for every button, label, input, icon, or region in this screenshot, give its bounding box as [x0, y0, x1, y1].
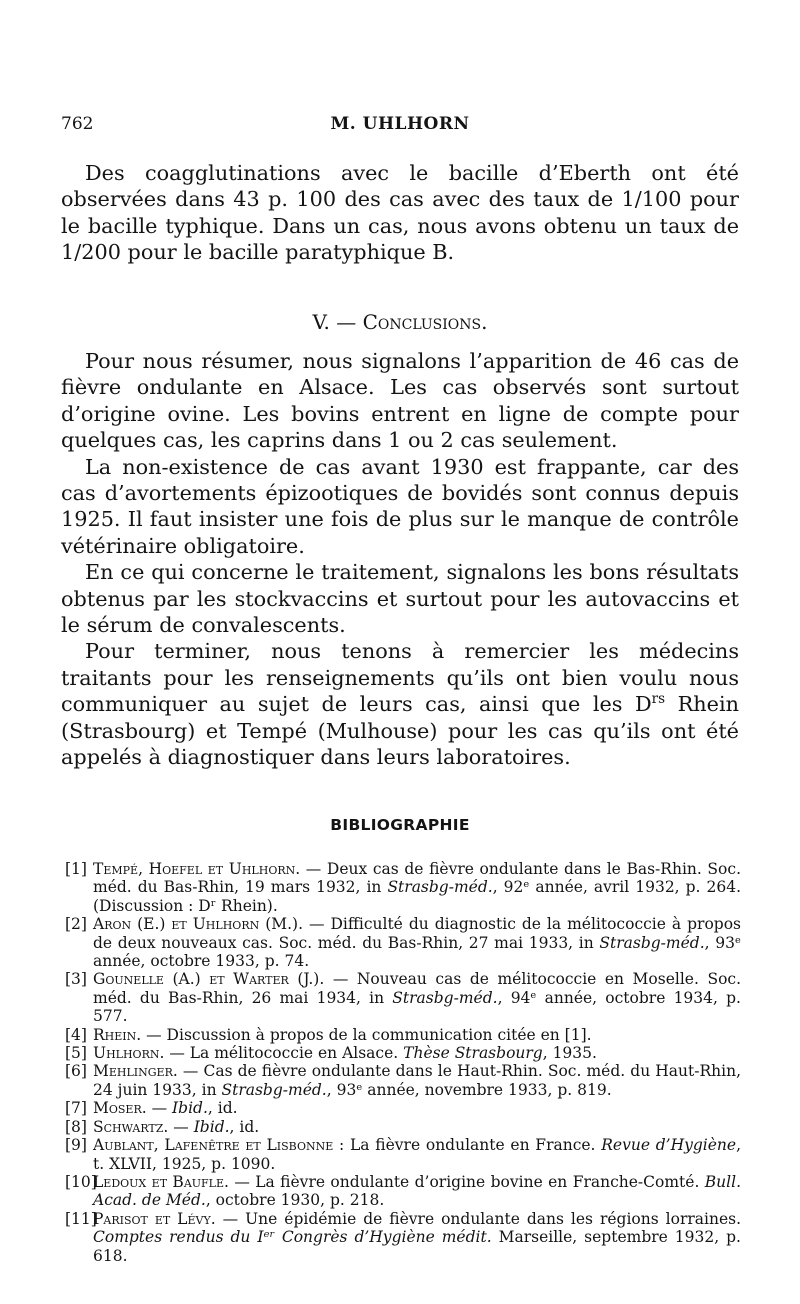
ref-authors: Uhlhorn. — [93, 1044, 165, 1063]
ref-rest: Marseille, septembre 1932, p. 618. — [93, 1228, 741, 1265]
ref-journal: Strasbg-méd. — [599, 933, 705, 952]
section-title: Conclusions. — [362, 310, 488, 334]
ref-authors: Ledoux et Baufle. — [93, 1172, 229, 1191]
ref-journal: Strasbg-méd. — [387, 878, 493, 897]
bibliography-heading: BIBLIOGRAPHIE — [330, 816, 470, 834]
reference-10 — [61, 1173, 741, 1210]
ref-text: — La fièvre ondulante d’origine bovine en Franche-Comté. — [228, 1172, 705, 1191]
ref-journal: Thèse Strasbourg — [403, 1044, 543, 1063]
reference-7 — [61, 1099, 741, 1117]
ref-rest: , id. — [229, 1117, 260, 1136]
ref-authors: Gounelle (A.) et Warter (J.). — [93, 970, 325, 989]
ref-journal: Strasbg-méd. — [392, 988, 498, 1007]
ref-text: — — [146, 1099, 173, 1118]
ref-text: — — [168, 1117, 194, 1136]
ref-rest: , 1935. — [542, 1044, 597, 1063]
ref-number: [8] — [65, 1117, 87, 1136]
ref-authors: Aublant, Lafenêtre et Lisbonne — [93, 1136, 334, 1155]
section-heading — [0, 310, 800, 334]
ref-rest: , octobre 1930, p. 218. — [205, 1191, 385, 1210]
ref-number: [5] — [65, 1044, 87, 1063]
ref-journal: Ibid. — [193, 1117, 230, 1136]
intro-paragraph: Des coagglutinations avec le bacille d’Eberth ont été observées dans 43 p. 100 des cas avec des taux de 1/100 pour le bacille typhique. Dans un cas, nous avons obtenu un taux de 1/200 pour le bacille paratyphique B. — [61, 161, 739, 265]
ref-journal: Strasbg-méd. — [221, 1080, 327, 1099]
ref-journal: Revue d’Hygiène — [601, 1136, 737, 1155]
ref-text: — Nouveau cas de mélitococcie en Moselle. Soc. méd. du Bas-Rhin, 26 mai 1934, in — [93, 970, 742, 1007]
conclusion-paragraph: Pour nous résumer, nous signalons l’apparition de 46 cas de fièvre ondulante en Alsace. Les cas observés sont surtout d’origine ovine. Les bovins entrent en ligne de compte pour quelques cas, les caprins dans 1 ou 2 cas seulement. — [61, 349, 739, 453]
ref-text: — Cas de fièvre ondulante dans le Haut-Rhin. Soc. méd. du Haut-Rhin, 24 juin 1933, in — [93, 1062, 741, 1099]
ref-text: — Discussion à propos de la communication citée en [1]. — [141, 1025, 592, 1044]
reference-1 — [61, 860, 741, 915]
ref-text: — Deux cas de fièvre ondulante dans le Bas-Rhin. Soc. méd. du Bas-Rhin, 19 mars 1932, in — [93, 860, 741, 897]
ref-text: — La mélitococcie en Alsace. — [164, 1044, 404, 1063]
ref-rest: , t. XLVII, 1925, p. 1090. — [93, 1136, 742, 1173]
ref-number: [1] — [65, 860, 87, 878]
ref-rest: , 94ᵉ année, octobre 1934, p. 577. — [93, 988, 741, 1026]
ref-authors: Schwartz. — [93, 1117, 169, 1136]
page-header — [61, 114, 739, 140]
page-number: 762 — [61, 114, 94, 134]
conclusion-paragraph: La non-existence de cas avant 1930 est frappante, car des cas d’avortements épizootiques de bovidés sont connus depuis 1925. Il faut insister une fois de plus sur le manque de contrôle vétérinaire obligatoire. — [61, 454, 739, 558]
ref-authors: Mehlinger. — [93, 1062, 178, 1081]
conclusions-block — [61, 348, 739, 771]
intro-block — [61, 160, 739, 266]
ref-journal: Comptes rendus du Iᵉʳ Congrès d’Hygiène médit. — [93, 1228, 492, 1247]
ref-number: [3] — [65, 970, 87, 989]
ref-number: [4] — [65, 1025, 87, 1044]
ref-authors: Aron (E.) et Uhlhorn (M.). — [93, 915, 304, 934]
reference-4 — [61, 1026, 741, 1044]
reference-2 — [61, 915, 741, 970]
ref-authors: Parisot et Lévy. — [93, 1209, 216, 1228]
reference-8 — [61, 1118, 741, 1136]
ref-number: [2] — [65, 915, 87, 934]
ref-authors: Rhein. — [93, 1025, 142, 1044]
ref-rest: , 93ᵉ année, octobre 1933, p. 74. — [93, 933, 741, 971]
ref-text: — Une épidémie de fièvre ondulante dans les régions lorraines. — [215, 1209, 742, 1228]
final-paragraph — [61, 638, 739, 770]
ref-number: [6] — [65, 1062, 87, 1081]
final-paragraph-text: Pour terminer, nous tenons à remercier les médecins traitants pour les renseignements qu’ils ont bien voulu nous communiquer au sujet de leurs cas, ainsi que les D — [61, 639, 739, 717]
bibliography-list — [61, 860, 741, 1265]
ref-text: : La fièvre ondulante en France. — [333, 1136, 602, 1155]
reference-11 — [61, 1210, 741, 1265]
reference-3 — [61, 970, 741, 1025]
ref-rest: , id. — [207, 1099, 238, 1118]
ref-rest: , 92ᵉ année, avril 1932, p. 264. (Discussion : Dʳ Rhein). — [93, 878, 741, 915]
ref-number: [9] — [65, 1136, 87, 1155]
running-title: M. UHLHORN — [330, 114, 470, 134]
conclusion-paragraph: En ce qui concerne le traitement, signalons les bons résultats obtenus par les stockvaccins et surtout pour les autovaccins et le sérum de convalescents. — [61, 560, 739, 638]
ref-text: — Difficulté du diagnostic de la mélitococcie à propos de deux nouveaux cas. Soc. méd. du Bas-Rhin, 27 mai 1933, in — [93, 915, 741, 952]
section-number: V. — — [312, 310, 357, 334]
ref-number: [11] — [65, 1209, 97, 1228]
ref-journal: Ibid. — [172, 1099, 208, 1118]
ref-authors: Tempé, Hoefel et Uhlhorn. — [93, 860, 301, 878]
ref-number: [10] — [65, 1172, 97, 1191]
ref-number: [7] — [65, 1099, 87, 1118]
reference-6 — [61, 1062, 741, 1099]
ref-journal: Bull. Acad. de Méd. — [93, 1172, 741, 1210]
doctors-abbrev: rs — [651, 691, 666, 708]
reference-9 — [61, 1136, 741, 1173]
reference-5 — [61, 1044, 741, 1062]
ref-rest: , 93ᵉ année, novembre 1933, p. 819. — [326, 1080, 612, 1099]
ref-authors: Moser. — [93, 1099, 147, 1118]
final-paragraph-text: Rhein (Strasbourg) et Tempé (Mulhouse) pour les cas qu’ils ont été appelés à diagnostiquer dans leurs laboratoires. — [61, 692, 739, 770]
